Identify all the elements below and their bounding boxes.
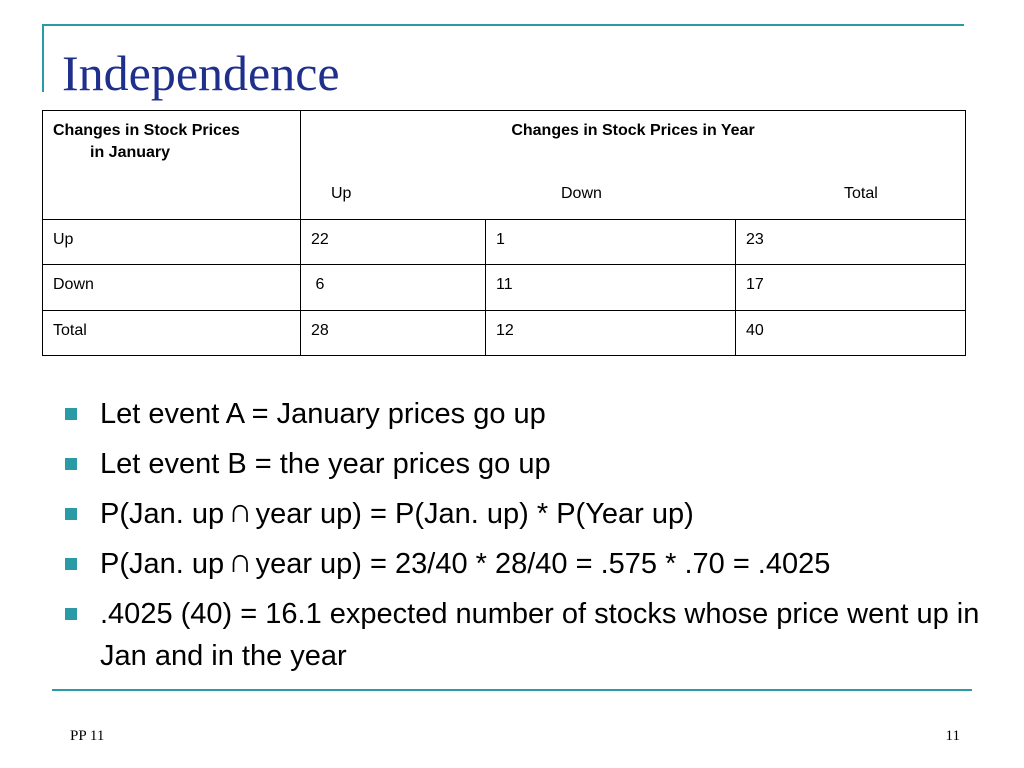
- footer-label: PP 11: [70, 728, 105, 744]
- list-item: [62, 543, 982, 585]
- table-cell: 1: [486, 219, 736, 264]
- col-header-title: Changes in Stock Prices in Year: [511, 122, 755, 139]
- list-item: [62, 393, 982, 435]
- table-row: [43, 219, 966, 264]
- table-row: [43, 310, 966, 355]
- table-cell: 40: [736, 310, 966, 355]
- table-cell: 6: [301, 265, 486, 310]
- bottom-rule: [52, 689, 972, 691]
- row-label: Up: [43, 219, 301, 264]
- bullet-text-pre: P(Jan. up: [100, 548, 225, 580]
- contingency-table: [42, 110, 966, 356]
- row-header-title: [43, 111, 301, 220]
- bullet-text: Let event A = January prices go up: [100, 398, 546, 430]
- left-rule: [42, 24, 44, 92]
- bullet-square-icon: [65, 458, 77, 470]
- row-header-title-line2: in January: [90, 144, 171, 161]
- bullet-text-post: year up) = 23/40 * 28/40 = .575 * .70 = .4025: [255, 548, 831, 580]
- col-header-up: Up: [331, 185, 352, 202]
- intersection-icon: ∩: [228, 542, 253, 580]
- col-header-down: Down: [561, 185, 602, 202]
- list-item: [62, 493, 982, 535]
- table-cell: 12: [486, 310, 736, 355]
- bullet-square-icon: [65, 408, 77, 420]
- bullet-text-pre: P(Jan. up: [100, 498, 225, 530]
- bullet-square-icon: [65, 608, 77, 620]
- intersection-icon: ∩: [228, 492, 253, 530]
- col-header-cell: [301, 111, 966, 220]
- table-cell: 11: [486, 265, 736, 310]
- col-header-total: Total: [844, 185, 878, 202]
- bullet-text: .4025 (40) = 16.1 expected number of stocks whose price went up in Jan and in the year: [100, 598, 980, 672]
- row-label: Down: [43, 265, 301, 310]
- row-header-title-line1: Changes in Stock Prices: [53, 122, 240, 139]
- page-number: 11: [945, 728, 960, 744]
- table-cell: 22: [301, 219, 486, 264]
- table-cell: 28: [301, 310, 486, 355]
- bullet-square-icon: [65, 558, 77, 570]
- bullet-text-post: year up) = P(Jan. up) * P(Year up): [255, 498, 694, 530]
- table-row: [43, 265, 966, 310]
- bullet-square-icon: [65, 508, 77, 520]
- table-header-row: [43, 111, 966, 220]
- table-cell: 17: [736, 265, 966, 310]
- top-rule: [42, 24, 964, 26]
- list-item: [62, 443, 982, 485]
- row-label: Total: [43, 310, 301, 355]
- slide-title: Independence: [62, 45, 340, 101]
- bullet-text: Let event B = the year prices go up: [100, 448, 551, 480]
- table-cell: 23: [736, 219, 966, 264]
- bullet-list: [62, 393, 982, 685]
- list-item: [62, 593, 982, 677]
